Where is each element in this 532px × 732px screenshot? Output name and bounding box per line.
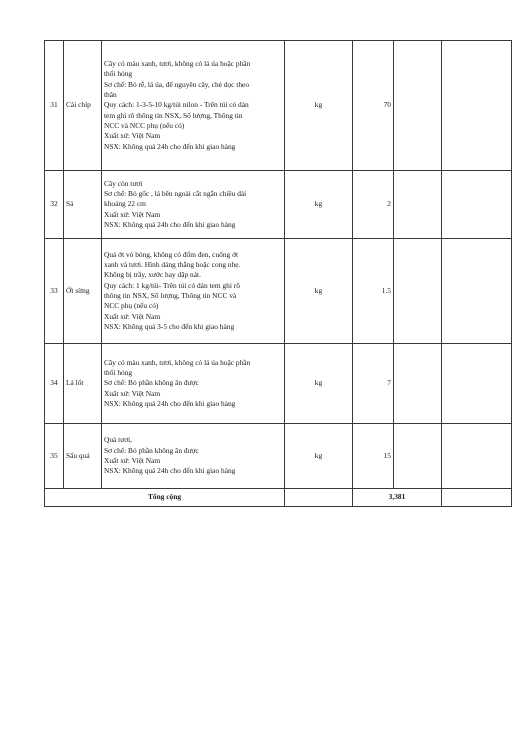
spec-line: xanh và tươi. Hình dáng thẳng hoặc cong nhẹ. <box>104 260 241 270</box>
unit-cell: kg <box>285 424 353 489</box>
unit-cell: kg <box>285 344 353 424</box>
spec-line: NSX: Không quá 24h cho đến khi giao hàng <box>104 398 236 408</box>
quantity-cell: 2 <box>353 171 394 239</box>
row-number: 34 <box>45 344 64 424</box>
spec-line: Cây có màu xanh, tươi, không có lá úa hoặc phần <box>104 59 251 69</box>
empty-cell <box>442 424 512 489</box>
empty-cell <box>394 424 442 489</box>
spec-line: thối hỏng <box>104 368 133 378</box>
table-row <box>45 344 512 424</box>
empty-cell <box>285 489 353 507</box>
product-name: Ớt sừng <box>64 239 102 344</box>
spec-line: NCC và NCC phụ (nếu có) <box>104 120 185 130</box>
spec-line: thối hỏng <box>104 69 133 79</box>
empty-cell <box>442 344 512 424</box>
total-value: 3,381 <box>353 489 442 507</box>
product-spec <box>102 239 285 344</box>
spec-line: Quy cách: 1 kg/túi- Trên túi có dán tem ghi rõ <box>104 280 240 290</box>
spec-line: khoảng 22 cm <box>104 199 146 209</box>
quantity-cell: 70 <box>353 41 394 171</box>
total-label: Tổng cộng <box>45 489 285 507</box>
spec-line: Xuất xứ: Việt Nam <box>104 131 161 141</box>
spec-line: NSX: Không quá 24h cho đến khi giao hàng <box>104 141 236 151</box>
empty-cell <box>394 171 442 239</box>
product-name: Lá lốt <box>64 344 102 424</box>
spec-line: Cây có màu xanh, tươi, không có lá úa hoặc phần <box>104 357 251 367</box>
total-row <box>45 489 512 507</box>
product-spec-table <box>44 40 512 507</box>
spec-line: Xuất xứ: Việt Nam <box>104 456 161 465</box>
spec-line: NCC phụ (nếu có) <box>104 301 159 311</box>
quantity-cell: 7 <box>353 344 394 424</box>
product-name: Cải chíp <box>64 41 102 171</box>
spec-line: Xuất xứ: Việt Nam <box>104 311 161 321</box>
row-number: 31 <box>45 41 64 171</box>
empty-cell <box>442 239 512 344</box>
empty-cell <box>394 239 442 344</box>
table-row <box>45 171 512 239</box>
product-name: Sấu quả <box>64 424 102 489</box>
spec-line: Sơ chế: Bỏ rễ, lá úa, để nguyên cây, chẻ dọc theo <box>104 79 250 89</box>
spec-line: Xuất xứ: Việt Nam <box>104 209 161 219</box>
empty-cell <box>442 171 512 239</box>
empty-cell <box>394 344 442 424</box>
spec-line: Quả tươi, <box>104 435 133 445</box>
unit-cell: kg <box>285 239 353 344</box>
spec-line: Sơ chế: Bỏ gốc , lá bên ngoài cắt ngắn chiều dài <box>104 189 247 199</box>
table-row <box>45 41 512 171</box>
spec-line: Sơ chế: Bỏ phần không ăn được <box>104 445 199 455</box>
product-spec <box>102 41 285 171</box>
table-row <box>45 424 512 489</box>
spec-line: tem ghi rõ thông tin NSX, Số lượng, Thông tin <box>104 110 243 120</box>
product-spec <box>102 171 285 239</box>
spec-line: thân <box>104 90 117 100</box>
product-spec <box>102 424 285 489</box>
quantity-cell: 1.5 <box>353 239 394 344</box>
spec-line: thông tin NSX, Số lượng, Thông tin NCC và <box>104 291 237 300</box>
row-number: 35 <box>45 424 64 489</box>
spec-line: NSX: Không quá 24h cho đến khi giao hàng <box>104 466 236 476</box>
spec-line: Quả ớt vỏ bóng, không có đốm đen, cuống ớt <box>104 249 239 259</box>
spec-line: Cây còn tươi <box>104 178 143 188</box>
spec-line: Sơ chế: Bỏ phần không ăn được <box>104 378 199 388</box>
spec-line: NSX: Không quá 3-5 cho đến khi giao hàng <box>104 321 235 331</box>
product-spec <box>102 344 285 424</box>
empty-cell <box>442 489 512 507</box>
empty-cell <box>394 41 442 171</box>
row-number: 33 <box>45 239 64 344</box>
spec-line: Quy cách: 1-3-5-10 kg/túi nilon - Trên túi có dán <box>104 100 249 110</box>
spec-line: NSX: Không quá 24h cho đến khi giao hàng <box>104 219 236 229</box>
empty-cell <box>442 41 512 171</box>
table-row <box>45 239 512 344</box>
unit-cell: kg <box>285 171 353 239</box>
spec-line: Không bị trầy, xước hay dập nát. <box>104 270 201 280</box>
spec-line: Xuất xứ: Việt Nam <box>104 388 161 398</box>
quantity-cell: 15 <box>353 424 394 489</box>
row-number: 32 <box>45 171 64 239</box>
unit-cell: kg <box>285 41 353 171</box>
product-name: Sả <box>64 171 102 239</box>
